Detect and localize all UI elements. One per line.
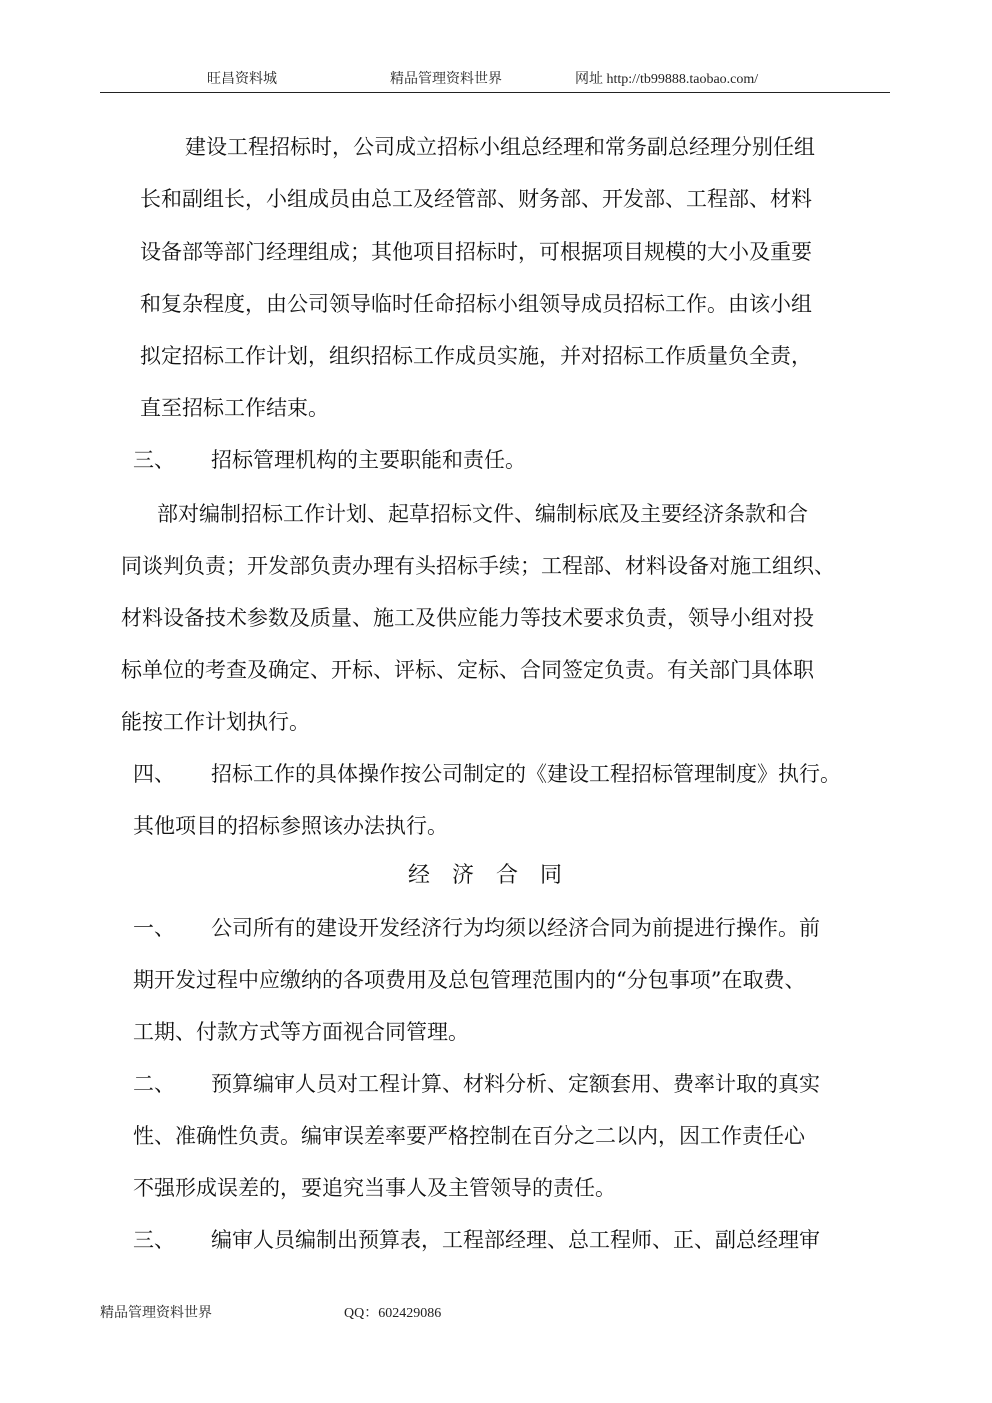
paragraph-line: 不强形成误差的，要追究当事人及主管领导的责任。: [133, 1176, 616, 1200]
page-footer: [100, 1304, 800, 1326]
item-number: 一、: [133, 916, 175, 940]
paragraph-line: 能按工作计划执行。: [121, 710, 310, 734]
paragraph-line: 拟定招标工作计划，组织招标工作成员实施，并对招标工作质量负全责，: [140, 344, 812, 368]
item-text: 编审人员编制出预算表，工程部经理、总工程师、正、副总经理审: [211, 1228, 820, 1252]
header-url-text: 网址 http://tb99888.taobao.com/: [575, 72, 759, 87]
item-number: 三、: [133, 448, 175, 472]
item-text: 招标工作的具体操作按公司制定的《建设工程招标管理制度》执行。: [211, 762, 841, 786]
header-center-text: 精品管理资料世界: [390, 72, 502, 87]
paragraph-line: 性、准确性负责。编审误差率要严格控制在百分之二以内，因工作责任心: [133, 1124, 805, 1148]
paragraph-line: 期开发过程中应缴纳的各项费用及总包管理范围内的“分包事项”在取费、: [133, 968, 806, 992]
paragraph-line: 直至招标工作结束。: [140, 396, 329, 420]
footer-left-text: 精品管理资料世界: [100, 1306, 212, 1321]
section-title: 经济合同: [407, 863, 584, 888]
footer-contact-text: QQ：602429086: [344, 1306, 442, 1321]
item-number: 四、: [133, 762, 175, 786]
item-heading: 招标管理机构的主要职能和责任。: [211, 448, 526, 472]
item-text: 预算编审人员对工程计算、材料分析、定额套用、费率计取的真实: [211, 1072, 820, 1096]
item-text: 公司所有的建设开发经济行为均须以经济合同为前提进行操作。前: [211, 916, 820, 940]
paragraph-line: 长和副组长，小组成员由总工及经管部、财务部、开发部、工程部、材料: [140, 187, 812, 211]
paragraph-line: 工期、付款方式等方面视合同管理。: [133, 1020, 469, 1044]
item-number: 二、: [133, 1072, 175, 1096]
item-number: 三、: [133, 1228, 175, 1252]
paragraph-line: 标单位的考查及确定、开标、评标、定标、合同签定负责。有关部门具体职: [121, 658, 814, 682]
paragraph-line: 同谈判负责；开发部负责办理有头招标手续；工程部、材料设备对施工组织、: [121, 554, 835, 578]
paragraph-line: 其他项目的招标参照该办法执行。: [133, 814, 448, 838]
paragraph-line: 部对编制招标工作计划、起草招标文件、编制标底及主要经济条款和合: [157, 502, 808, 526]
paragraph-line: 建设工程招标时，公司成立招标小组总经理和常务副总经理分别任组: [185, 135, 815, 159]
header-left-text: 旺昌资料城: [207, 72, 277, 87]
paragraph-line: 设备部等部门经理组成；其他项目招标时，可根据项目规模的大小及重要: [140, 240, 812, 264]
paragraph-line: 和复杂程度，由公司领导临时任命招标小组领导成员招标工作。由该小组: [140, 292, 812, 316]
paragraph-line: 材料设备技术参数及质量、施工及供应能力等技术要求负责，领导小组对投: [121, 606, 814, 630]
